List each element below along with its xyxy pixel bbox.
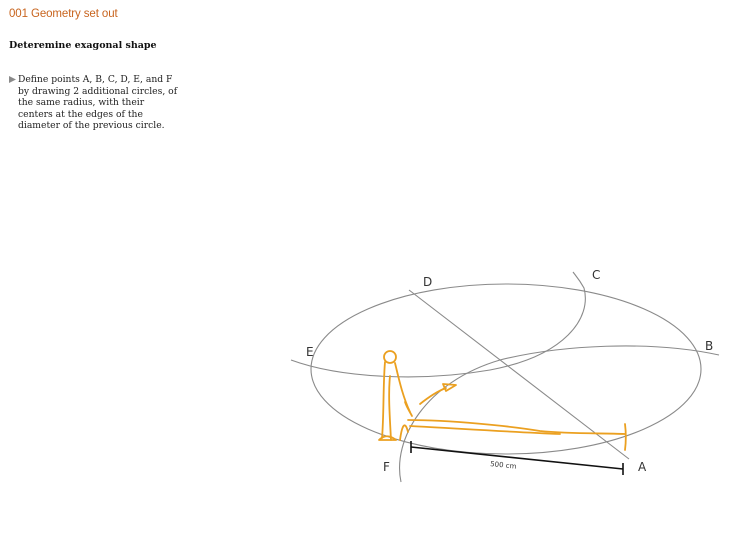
circle-arc-upper xyxy=(291,272,585,377)
person-sketch xyxy=(379,351,626,450)
point-labels xyxy=(306,268,713,474)
section-title: Deteremine exagonal shape xyxy=(9,40,157,51)
point-label-e: E xyxy=(306,345,314,359)
dimension-label: 500 cm xyxy=(489,460,517,471)
point-label-b: B xyxy=(705,339,714,353)
instruction-text: Define points A, B, C, D, E, and F by drawing 2 additional circles, of the same radius, with their centers at the edges of the diameter of the previous circle. xyxy=(18,74,178,132)
point-label-c: C xyxy=(592,268,601,282)
point-label-f: F xyxy=(383,460,390,474)
page-title: 001 Geometry set out xyxy=(9,8,118,20)
point-label-d: D xyxy=(423,275,433,289)
point-label-a: A xyxy=(638,460,647,474)
central-circle xyxy=(311,284,701,454)
dimension-line xyxy=(411,441,623,475)
